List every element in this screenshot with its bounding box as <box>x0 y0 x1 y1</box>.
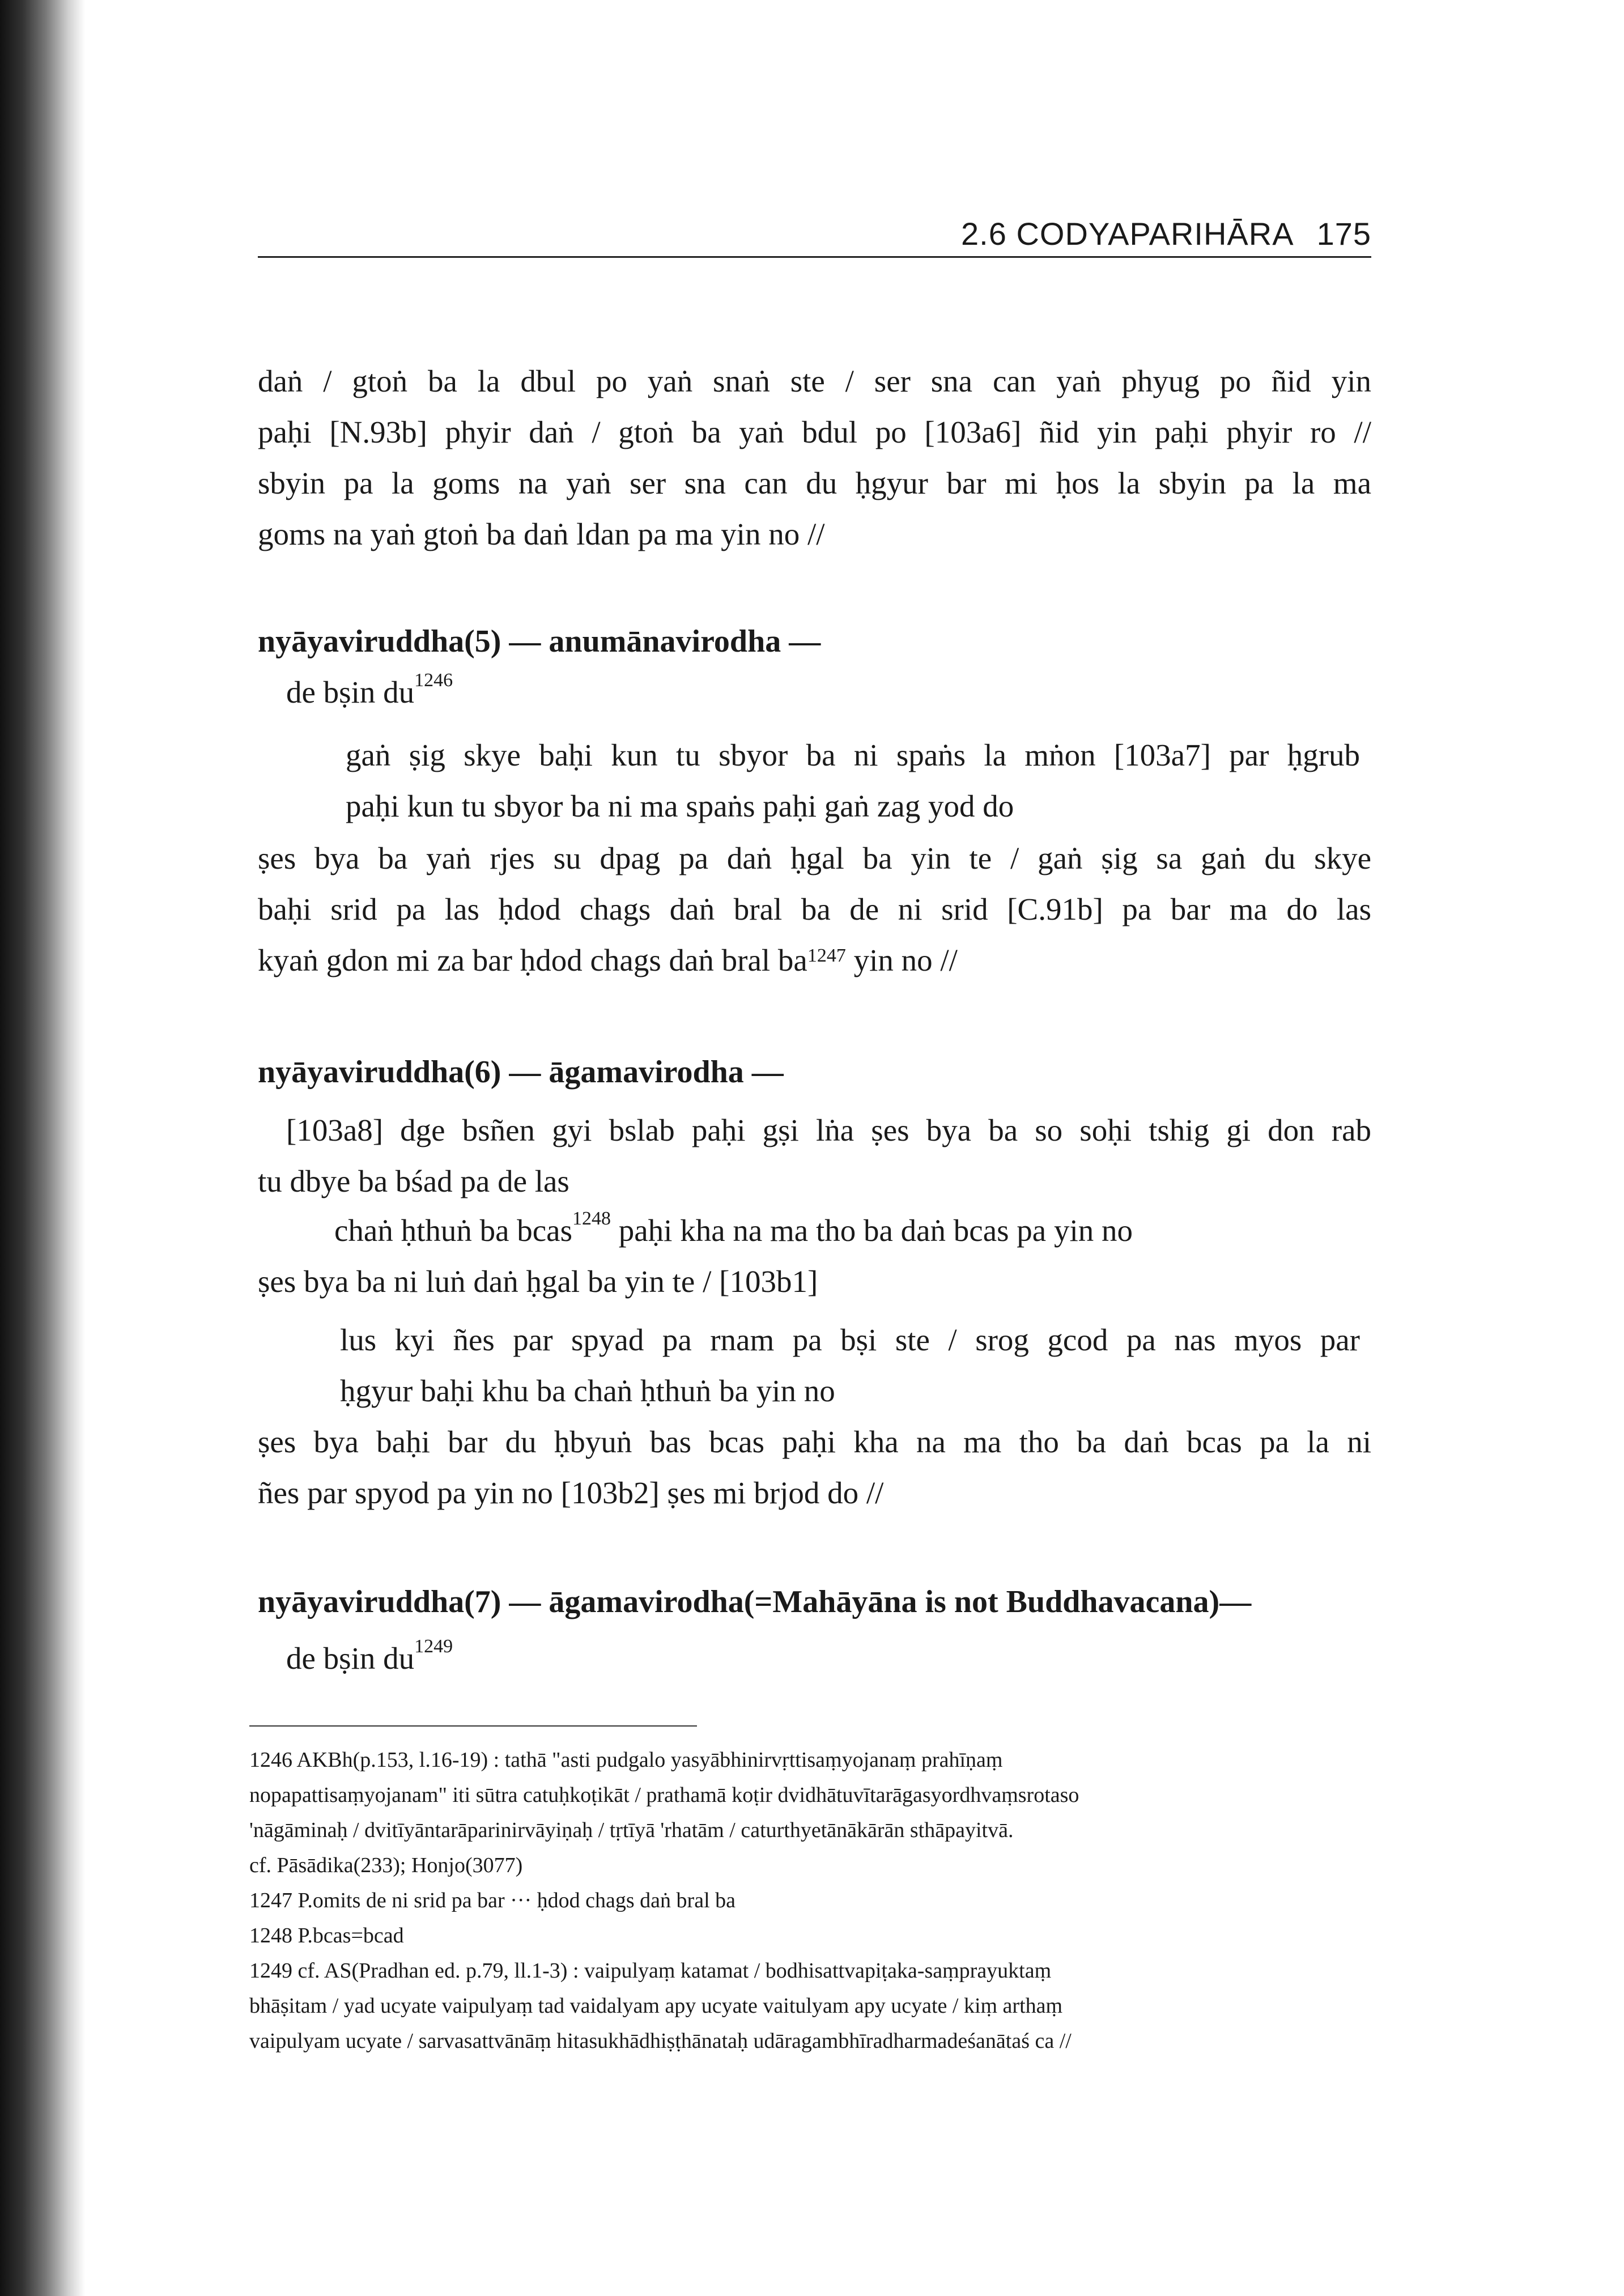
footnote-ref: 1246 <box>414 670 453 691</box>
section-6-intro <box>258 1105 1371 1207</box>
section-5-intro <box>286 670 453 710</box>
footnote-line: nopapattisaṃyojanam" iti sūtra catuḥkoṭikāt / prathamā koṭir dvidhātuvītarāgasyordhvaṃsrotaso <box>249 1783 1079 1807</box>
section-5-quote <box>346 730 1360 832</box>
text-line: sbyin pa la goms na yaṅ ser sna can du ḥgyur bar mi ḥos la sbyin pa la ma <box>258 466 1371 500</box>
page-number: 175 <box>1316 216 1371 252</box>
section-title: 2.6 CODYAPARIHĀRA <box>961 216 1294 252</box>
section-7-intro <box>286 1636 453 1676</box>
text-line: [103a8] dge bsñen gyi bslab paḥi gṣi lṅa ṣes bya ba so soḥi tshig gi don rab <box>286 1113 1371 1147</box>
text-line: ṣes bya ba yaṅ rjes su dpag pa daṅ ḥgal ba yin te / gaṅ ṣig sa gaṅ du skye <box>258 841 1371 875</box>
text-line: ñes par spyod pa yin no [103b2] ṣes mi brjod do // <box>258 1476 884 1510</box>
footnote-1247: 1247 P.omits de ni srid pa bar ··· ḥdod chags daṅ bral ba <box>249 1889 736 1912</box>
quote-line: ḥgyur baḥi khu ba chaṅ ḥthuṅ ba yin no <box>340 1374 835 1408</box>
text-segment: chaṅ ḥthuṅ ba bcas <box>334 1213 572 1248</box>
footnote-line: bhāṣitam / yad ucyate vaipulyaṃ tad vaidalyam apy ucyate vaitulyam apy ucyate / kiṃ arthaṃ <box>249 1994 1063 2018</box>
text-line: ṣes bya baḥi bar du ḥbyuṅ bas bcas paḥi kha na ma tho ba daṅ bcas pa la ni <box>258 1425 1371 1459</box>
paragraph-1 <box>258 356 1371 560</box>
binding-shadow <box>0 0 85 2296</box>
section-6-body-1: ṣes bya ba ni luṅ daṅ ḥgal ba yin te / [103b1] <box>258 1264 818 1299</box>
text-line <box>258 935 1371 986</box>
footnote-1248: 1248 P.bcas=bcad <box>249 1924 404 1948</box>
section-heading-6: nyāyaviruddha(6) — āgamavirodha — <box>258 1055 784 1090</box>
footnote-line: cf. Pāsādika(233); Honjo(3077) <box>249 1853 523 1877</box>
text-line: paḥi [N.93b] phyir daṅ / gtoṅ ba yaṅ bdul po [103a6] ñid yin paḥi phyir ro // <box>258 415 1371 449</box>
quote-line: gaṅ ṣig skye baḥi kun tu sbyor ba ni spaṅs la mṅon [103a7] par ḥgrub <box>346 738 1360 772</box>
footnote-separator <box>249 1725 697 1727</box>
text-line: tu dbye ba bśad pa de las <box>258 1164 569 1198</box>
footnote-ref: 1248 <box>572 1208 611 1229</box>
section-heading-5: nyāyaviruddha(5) — anumānavirodha — <box>258 624 821 659</box>
section-6-quote-1 <box>334 1208 1133 1248</box>
footnote-line: vaipulyam ucyate / sarvasattvānāṃ hitasukhādhiṣṭhānataḥ udāragambhīradharmadeśanātaś ca // <box>249 2029 1072 2053</box>
text-line: goms na yaṅ gtoṅ ba daṅ ldan pa ma yin no // <box>258 517 825 551</box>
section-6-body-2 <box>258 1417 1371 1519</box>
text-line: daṅ / gtoṅ ba la dbul po yaṅ snaṅ ste / ser sna can yaṅ phyug po ñid yin <box>258 364 1371 398</box>
section-heading-7: nyāyaviruddha(7) — āgamavirodha(=Mahāyāna is not Buddhavacana)— <box>258 1584 1252 1619</box>
footnote-ref: 1249 <box>414 1636 453 1657</box>
text-segment: kyaṅ gdon mi za bar ḥdod chags daṅ bral ba <box>258 943 807 977</box>
text-line: baḥi srid pa las ḥdod chags daṅ bral ba de ni srid [C.91b] pa bar ma do las <box>258 892 1371 926</box>
text-segment: paḥi kha na ma tho ba daṅ bcas pa yin no <box>611 1213 1133 1248</box>
footnote-1246: 1246 AKBh(p.153, l.16-19) : tathā "asti pudgalo yasyābhinirvṛttisaṃyojanaṃ prahīṇaṃ <box>249 1748 1003 1772</box>
footnote-line: 'nāgāminaḥ / dvitīyāntarāparinirvāyiṇaḥ / tṛtīyā 'rhatām / caturthyetānākārān sthāpayitvā. <box>249 1818 1014 1842</box>
intro-text: de bṣin du <box>286 675 415 709</box>
section-5-body <box>258 833 1371 986</box>
running-head <box>258 215 1371 258</box>
intro-text: de bṣin du <box>286 1641 415 1676</box>
text-segment: yin no // <box>845 943 958 977</box>
footnote-ref: 1247 <box>807 945 846 966</box>
quote-line: paḥi kun tu sbyor ba ni ma spaṅs paḥi gaṅ zag yod do <box>346 789 1014 823</box>
section-6-quote-2 <box>340 1315 1360 1417</box>
quote-line: lus kyi ñes par spyad pa rnam pa bṣi ste / srog gcod pa nas myos par <box>340 1323 1360 1357</box>
footnote-1249: 1249 cf. AS(Pradhan ed. p.79, ll.1-3) : vaipulyaṃ katamat / bodhisattvapiṭaka-saṃprayuktaṃ <box>249 1959 1052 1983</box>
